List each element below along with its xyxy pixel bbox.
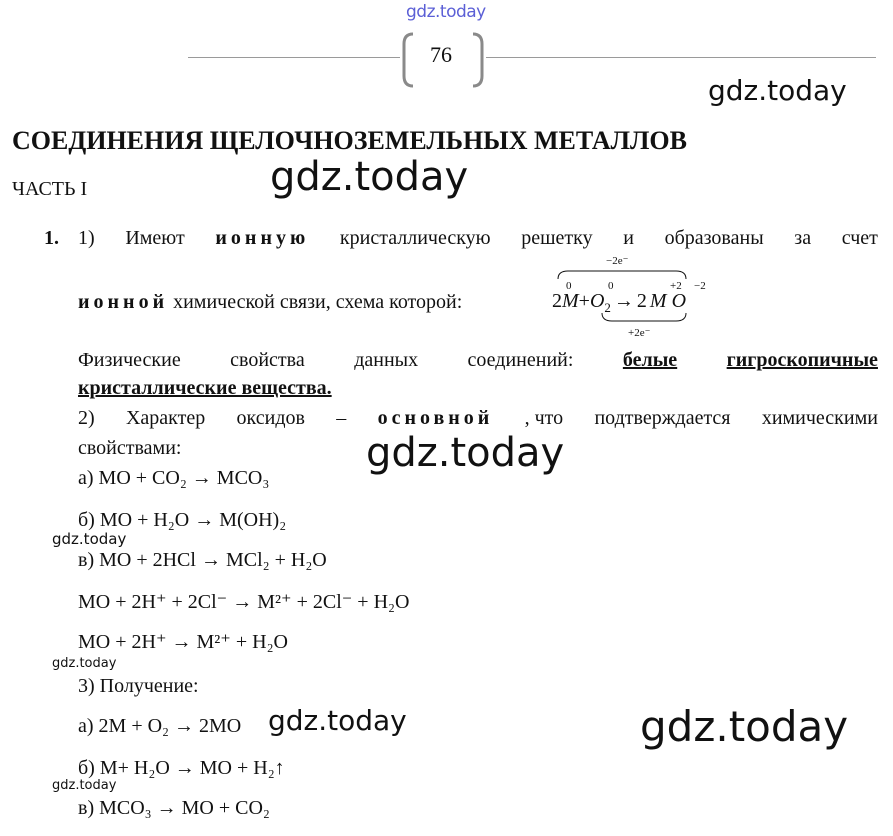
header-rule-right (486, 57, 876, 58)
scheme-bracket-top (556, 268, 688, 280)
p2-word: Характер (125, 407, 206, 429)
section-title: СОЕДИНЕНИЯ ЩЕЛОЧНОЗЕМЕЛЬНЫХ МЕТАЛЛОВ (12, 126, 687, 155)
watermark-middle: gdz.today (366, 430, 565, 476)
scheme-o-product: O (671, 290, 687, 312)
watermark-header-right: gdz.today (708, 74, 847, 107)
physical-answer-word: белые (622, 349, 678, 371)
physical-answer-word: гигроскопичные (726, 349, 878, 371)
watermark-title: gdz.today (270, 154, 469, 200)
p1-bold-word: ионную (215, 227, 310, 249)
equation-a: а) MO + CO₂ → MCO₃ (78, 467, 270, 489)
scheme-coef1: 2 (552, 290, 562, 312)
scheme-o: O (589, 290, 605, 312)
p3-heading: 3) Получение: (78, 675, 199, 697)
preparation-v: в) MCO₃ → MO + CO₂ (78, 797, 270, 819)
physical-line1 (78, 348, 878, 372)
physical-word: свойства (230, 349, 305, 371)
page-number: 76 (430, 42, 452, 67)
watermark-bottom-right: gdz.today (640, 702, 849, 751)
equation-ionic-short: MO + 2H⁺ → M²⁺ + H₂O (78, 631, 288, 653)
watermark-top: gdz.today (406, 2, 486, 22)
physical-word: данных (354, 349, 419, 371)
scheme-m2: M (649, 290, 667, 312)
scheme-bracket-bottom (600, 312, 688, 324)
scheme-arrow: → (613, 290, 634, 312)
p2-word: химическими (761, 407, 878, 429)
p1-word: 1) (78, 227, 95, 249)
scheme-ox-o2: 0 (608, 280, 614, 292)
preparation-b: б) M+ H₂O → MO + H₂↑ (78, 757, 285, 779)
p2-line2: свойствами: (78, 437, 182, 459)
p2-line1 (78, 406, 878, 430)
scheme-top-label: −2e⁻ (606, 255, 629, 267)
equation-ionic-full: MO + 2H⁺ + 2Cl⁻ → M²⁺ + 2Cl⁻ + H₂O (78, 591, 410, 613)
page-number-bracket-left (400, 32, 416, 88)
scheme-ox-o-product: −2 (694, 280, 706, 292)
p2-word: 2) (78, 407, 95, 429)
p1-bold-ionic: ионной (78, 291, 169, 313)
watermark-small-3: gdz.today (52, 778, 117, 793)
p1-word: счет (841, 227, 878, 249)
p1-rest: химической связи, схема которой: (173, 291, 463, 313)
scheme-plus: + (578, 290, 590, 312)
scheme-m: M (562, 290, 579, 312)
task-number: 1. (44, 227, 59, 249)
p1-line1 (78, 226, 878, 250)
physical-answer-line2: кристаллические вещества. (78, 377, 332, 399)
scheme-ox-m-product: +2 (670, 280, 682, 292)
p2-word: – (336, 407, 347, 429)
p1-word: за (794, 227, 812, 249)
p1-word: и (623, 227, 634, 249)
watermark-small-2: gdz.today (52, 656, 117, 671)
scheme-equation (552, 290, 686, 313)
scheme-ox-m: 0 (566, 280, 572, 292)
scheme-bottom-label: +2e⁻ (628, 327, 651, 339)
watermark-small-1: gdz.today (52, 530, 127, 548)
physical-word: Физические (78, 349, 181, 371)
preparation-a: а) 2M + O₂ → 2MO (78, 715, 242, 737)
scheme-o-sub: 2 (604, 300, 611, 315)
equation-v: в) MO + 2HCl → MCl₂ + H₂O (78, 549, 327, 571)
p2-word: оксидов (236, 407, 305, 429)
header-rule-left (188, 57, 400, 58)
p1-word: образованы (664, 227, 764, 249)
p1-word: Имеют (125, 227, 185, 249)
p2-word: подтверждается (594, 407, 731, 429)
part-label: ЧАСТЬ I (12, 178, 88, 200)
p1-word: кристаллическую (339, 227, 491, 249)
physical-word: соединений: (467, 349, 574, 371)
bonding-scheme (550, 254, 710, 342)
watermark-inline: gdz.today (268, 704, 407, 737)
p2-word: , что (524, 407, 564, 429)
equation-b: б) MO + H₂O → M(OH)₂ (78, 509, 287, 531)
page-number-bracket-right (470, 32, 486, 88)
scheme-coef2: 2 (636, 290, 647, 312)
p1-word: решетку (521, 227, 593, 249)
p1-line2 (78, 290, 462, 314)
p2-bold-word: основной (377, 407, 494, 429)
